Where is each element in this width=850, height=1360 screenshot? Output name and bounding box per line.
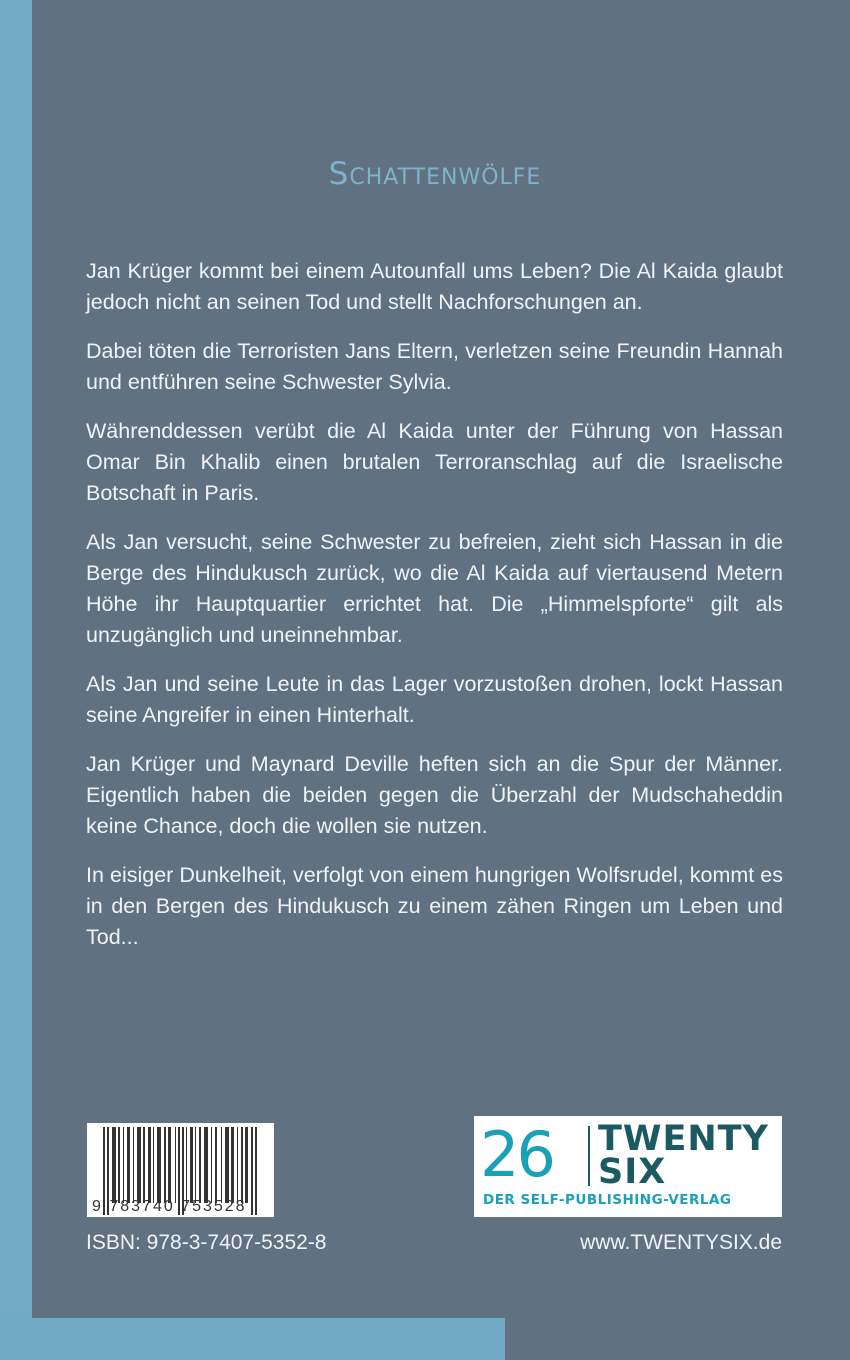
logo-word-six: SIX [598,1152,667,1192]
book-title: Schattenwölfe [328,156,542,192]
barcode-digits: 9 783740 753528 [92,1198,247,1215]
blurb [86,256,783,971]
blurb-paragraph: Dabei töten die Terroristen Jans Eltern, verletzen seine Freundin Hannah und entführen seine Schwester Sylvia. [86,339,783,394]
logo-number: 26 [480,1118,553,1191]
blurb-paragraph: In eisiger Dunkelheit, verfolgt von einem hungrigen Wolfsrudel, kommt es in den Bergen des Hindukusch zu einem zähen Ringen um Leben und Tod... [86,863,783,949]
logo-tagline: DER SELF-PUBLISHING-VERLAG [483,1192,732,1208]
blurb-paragraph: Jan Krüger und Maynard Deville heften sich an die Spur der Männer. Eigentlich haben die beiden gegen die Überzahl der Mudschaheddin keine Chance, doch die wollen sie nutzen. [86,752,783,838]
logo-word-twenty: TWENTY [598,1119,769,1159]
blurb-paragraph: Als Jan versucht, seine Schwester zu befreien, zieht sich Hassan in die Berge des Hindukusch zurück, wo die Al Kaida auf viertausend Metern Höhe ihr Hauptquartier errichtet hat. Die „Himmelspforte“ gilt als unzugänglich und uneinnehmbar. [86,530,783,647]
blurb-paragraph: Als Jan und seine Leute in das Lager vorzustoßen drohen, lockt Hassan seine Angreifer in einen Hinterhalt. [86,672,783,727]
blurb-paragraph: Währenddessen verübt die Al Kaida unter der Führung von Hassan Omar Bin Khalib einen brutalen Terroranschlag auf die Israelische Botschaft in Paris. [86,419,783,505]
publisher-url[interactable]: www.TWENTYSIX.de [580,1231,782,1254]
bottom-accent-bar [0,1318,505,1360]
publisher-logo [474,1116,782,1217]
spine-accent-strip [0,0,32,1360]
blurb-paragraph: Jan Krüger kommt bei einem Autounfall ums Leben? Die Al Kaida glaubt jedoch nicht an seinen Tod und stellt Nachforschungen an. [86,259,783,314]
barcode [87,1123,274,1217]
isbn-label: ISBN: 978-3-7407-5352-8 [86,1231,327,1254]
logo-divider [588,1126,590,1186]
